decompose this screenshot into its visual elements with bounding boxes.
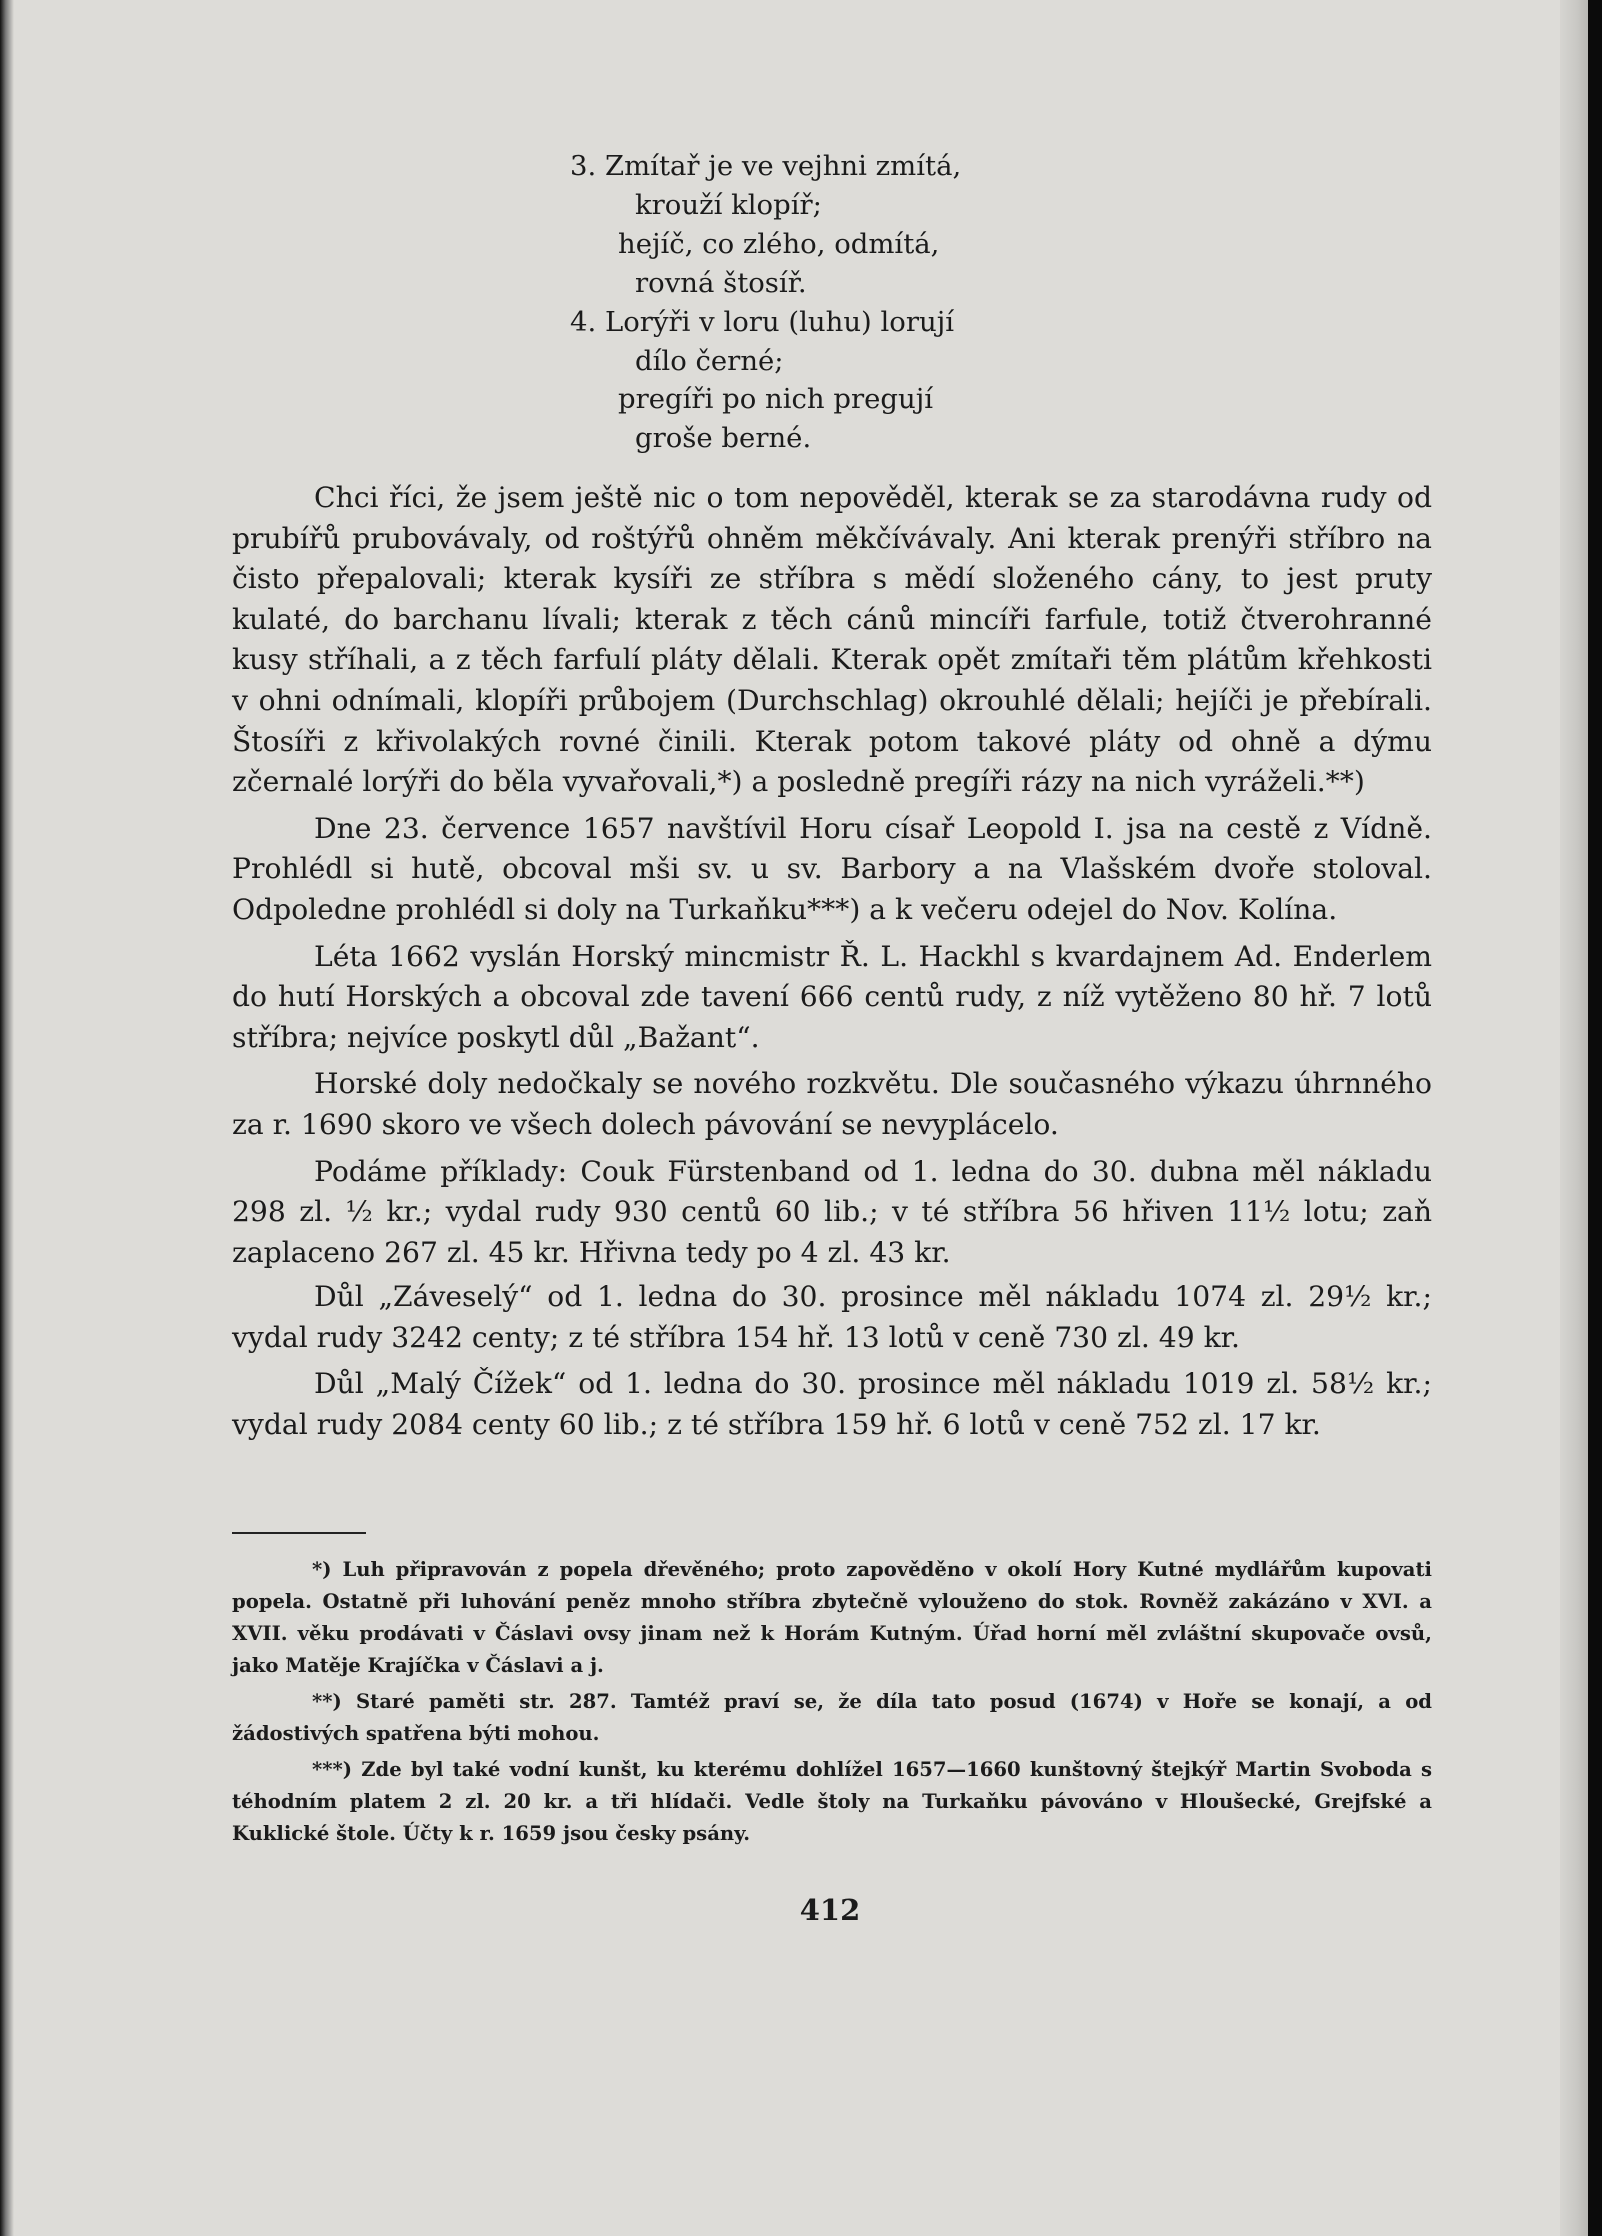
paragraph: Důl „Záveselý“ od 1. ledna do 30. prosince měl nákladu 1074 zl. 29½ kr.; vydal rudy 3242 centy; z té stříbra 154 hř. 13 lotů v ceně 730 zl. 49 kr. xyxy=(232,1280,1432,1354)
poem-line: krouží klopíř; xyxy=(635,188,822,221)
paragraph: Horské doly nedočkaly se nového rozkvětu. Dle současného výkazu úhrnného za r. 1690 skoro ve všech dolech pávování se nevyplácelo. xyxy=(232,1067,1432,1141)
footnote-divider xyxy=(232,1532,366,1534)
page-left-shadow xyxy=(0,0,14,2236)
poem-line: groše berné. xyxy=(635,422,812,455)
paragraph: Dne 23. července 1657 navštívil Horu císař Leopold I. jsa na cestě z Vídně. Prohlédl si hutě, obcoval mši sv. u sv. Barbory a na Vlašském dvoře stoloval. Odpoledne prohlédl si doly na Turkaňku***) a k večeru odejel do Nov. Kolína. xyxy=(232,811,1432,926)
footnote: *) Luh připravován z popela dřevěného; proto zapověděno v okolí Hory Kutné mydlářům kupovati popela. Ostatně při luhování peněz mnoho stříbra zbytečně vylouženo do stok. Rovněž zakázáno v XVI. a XVII. věku prodávati v Čáslavi ovsy jinam než k Horám Kutným. Úřad horní měl zvláštní skupovače ovsů, jako Matěje Krajíčka v Čáslavi a j. xyxy=(232,1558,1432,1677)
paragraph: Chci říci, že jsem ještě nic o tom nepověděl, kterak se za starodávna rudy od prubířů prubovávaly, od roštýřů ohněm měkčívávaly. Ani kterak prenýři stříbro na čisto přepalovali; kterak kysíři ze stříbra s mědí složeného cány, to jest pruty kulaté, do barchanu lívali; kterak z těch cánů mincíři farfule, totiž čtverohranné kusy stříhali, a z těch farfulí pláty dělali. Kterak opět zmítaři těm plátům křehkosti v ohni odnímali, klopíři průbojem (Durchschlag) okrouhlé dělali; hejíči je přebírali. Štosíři z křivolakých rovné činili. Kterak potom takové pláty od ohně a dýmu zčernalé lorýři do běla vyvařovali,*) a posledně pregíři rázy na nich vyráželi.**) xyxy=(232,481,1432,799)
poem-line: dílo černé; xyxy=(635,344,784,377)
body-text xyxy=(232,478,1432,1452)
footnote: ***) Zde byl také vodní kunšt, ku kterému dohlížel 1657—1660 kunštovný štejkýř Martin Svoboda s téhodním platem 2 zl. 20 kr. a tři hlídači. Vedle štoly na Turkaňku pávováno v Hloušecké, Grejfské a Kuklické štole. Účty k r. 1659 jsou česky psány. xyxy=(232,1758,1432,1845)
poem-line: rovná štosíř. xyxy=(635,266,807,299)
footnotes xyxy=(232,1554,1432,1854)
page-right-edge xyxy=(1560,0,1588,2236)
paragraph: Důl „Malý Čížek“ od 1. ledna do 30. prosince měl nákladu 1019 zl. 58½ kr.; vydal rudy 2084 centy 60 lib.; z té stříbra 159 hř. 6 lotů v ceně 752 zl. 17 kr. xyxy=(232,1367,1432,1442)
page-number: 412 xyxy=(799,1893,861,1927)
poem-line: pregíři po nich pregují xyxy=(618,383,934,416)
poem-line: 4. Lorýři v loru (luhu) lorují xyxy=(570,305,955,338)
poem-line: 3. Zmítař je ve vejhni zmítá, xyxy=(570,150,962,182)
poem-line: hejíč, co zlého, odmítá, xyxy=(618,227,940,260)
poem-stanzas xyxy=(570,147,1090,458)
paragraph: Léta 1662 vyslán Horský mincmistr Ř. L. Hackhl s kvardajnem Ad. Enderlem do hutí Horských a obcoval zde tavení 666 centů rudy, z níž vytěženo 80 hř. 7 lotů stříbra; nejvíce poskytl důl „Bažant“. xyxy=(232,939,1432,1054)
paragraph: Podáme příklady: Couk Fürstenband od 1. ledna do 30. dubna měl nákladu 298 zl. ½ kr.; vydal rudy 930 centů 60 lib.; v té stříbra 56 hřiven 11½ lotu; zaň zaplaceno 267 zl. 45 kr. Hřivna tedy po 4 zl. 43 kr. xyxy=(232,1154,1432,1269)
footnote: **) Staré paměti str. 287. Tamtéž praví se, že díla tato posud (1674) v Hoře se konají, a od žádostivých spatřena býti mohou. xyxy=(232,1690,1432,1745)
